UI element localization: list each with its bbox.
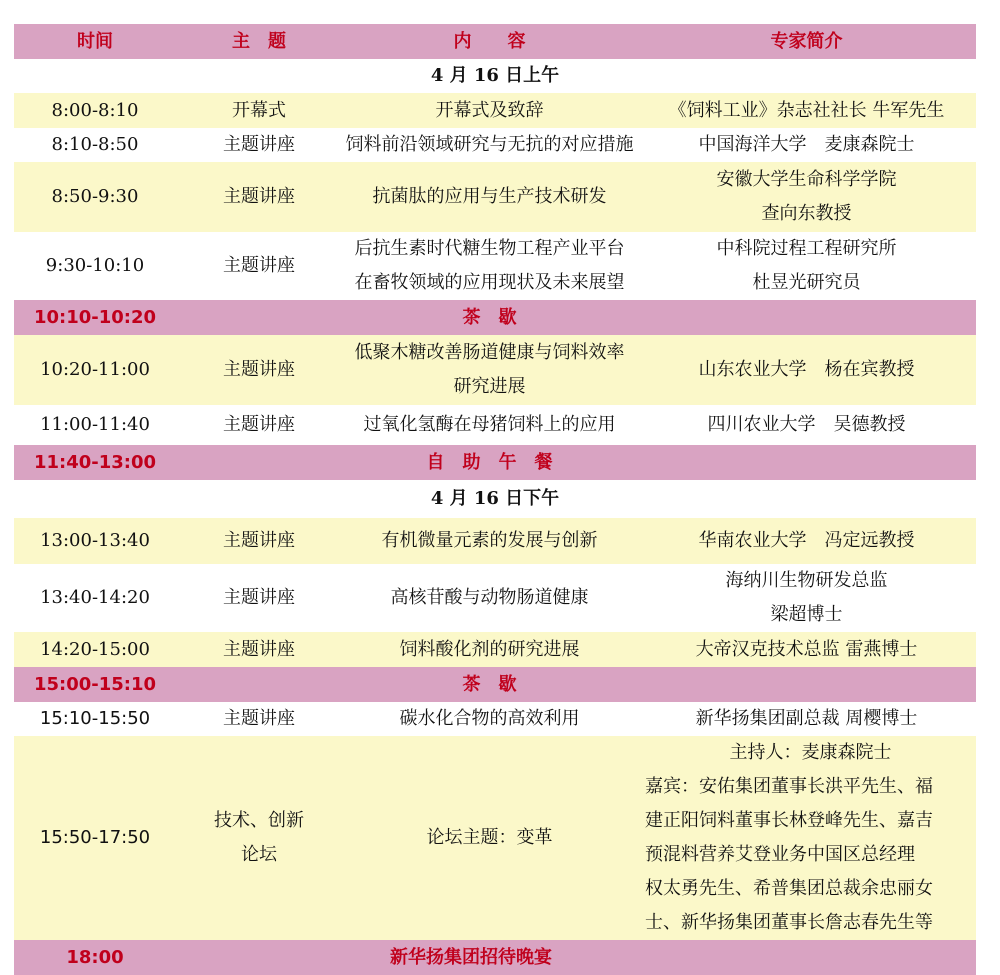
session-topic: 主题讲座	[176, 162, 342, 232]
content-line: 低聚木糖改善肠道健康与饲料效率	[354, 342, 625, 363]
header-content: 内 容	[342, 24, 637, 59]
expert-line: 建正阳饲料董事长林登峰先生、嘉吉	[645, 810, 933, 831]
session-row	[14, 93, 976, 128]
content-line: 在畜牧领域的应用现状及未来展望	[354, 272, 625, 293]
expert-line: 士、新华扬集团董事长詹志春先生等	[645, 912, 933, 933]
session-content	[342, 335, 637, 405]
session-expert: 《饲料工业》杂志社社长 牛军先生	[637, 93, 976, 128]
expert-line: 梁超博士	[770, 604, 843, 625]
expert-line: 中科院过程工程研究所	[716, 238, 897, 259]
session-topic: 主题讲座	[176, 518, 342, 564]
session-time: 8:00-8:10	[14, 93, 176, 128]
break-label: 自 助 午 餐	[342, 445, 637, 480]
date-label-pm: 4 月 16 日下午	[14, 480, 976, 518]
session-topic: 主题讲座	[176, 702, 342, 736]
session-content: 碳水化合物的高效利用	[342, 702, 637, 736]
content-line: 研究进展	[453, 376, 526, 397]
session-row	[14, 405, 976, 445]
session-expert: 华南农业大学 冯定远教授	[637, 518, 976, 564]
session-expert: 四川农业大学 吴德教授	[637, 405, 976, 445]
session-time: 13:00-13:40	[14, 518, 176, 564]
break-time: 11:40-13:00	[14, 445, 176, 480]
expert-line: 主持人：麦康森院士	[729, 742, 892, 763]
break-time: 15:00-15:10	[14, 667, 176, 702]
session-content: 过氧化氢酶在母猪饲料上的应用	[342, 405, 637, 445]
session-expert	[637, 736, 976, 940]
header-row	[14, 24, 976, 59]
session-row	[14, 162, 976, 232]
session-time: 8:10-8:50	[14, 128, 176, 162]
session-row	[14, 564, 976, 632]
session-row	[14, 335, 976, 405]
session-topic: 主题讲座	[176, 128, 342, 162]
header-expert: 专家简介	[637, 24, 976, 59]
break-time: 10:10-10:20	[14, 300, 176, 335]
session-row	[14, 518, 976, 564]
session-time: 15:50-17:50	[14, 736, 176, 940]
date-label-am: 4 月 16 日上午	[14, 59, 976, 93]
session-content	[342, 232, 637, 300]
session-content: 饲料酸化剂的研究进展	[342, 632, 637, 667]
expert-line: 权太勇先生、希普集团总裁余忠丽女	[645, 878, 933, 899]
session-content: 有机微量元素的发展与创新	[342, 518, 637, 564]
expert-line: 海纳川生物研发总监	[725, 570, 888, 591]
session-topic: 主题讲座	[176, 405, 342, 445]
topic-line: 论坛	[241, 844, 277, 865]
session-expert	[637, 564, 976, 632]
session-content: 开幕式及致辞	[342, 93, 637, 128]
schedule-table	[14, 24, 976, 975]
content-line: 后抗生素时代糖生物工程产业平台	[354, 238, 625, 259]
session-row	[14, 128, 976, 162]
header-time: 时间	[14, 24, 176, 59]
session-expert	[637, 162, 976, 232]
break-row	[14, 667, 976, 702]
session-time: 13:40-14:20	[14, 564, 176, 632]
session-topic: 主题讲座	[176, 232, 342, 300]
break-row	[14, 300, 976, 335]
session-expert: 山东农业大学 杨在宾教授	[637, 335, 976, 405]
expert-line: 预混料营养艾登业务中国区总经理	[645, 844, 915, 865]
expert-line: 嘉宾：安佑集团董事长洪平先生、福	[645, 776, 933, 797]
date-row-am	[14, 59, 976, 93]
break-row	[14, 940, 976, 975]
session-time: 9:30-10:10	[14, 232, 176, 300]
session-expert: 新华扬集团副总裁 周樱博士	[637, 702, 976, 736]
session-expert: 大帝汉克技术总监 雷燕博士	[637, 632, 976, 667]
break-label: 新华扬集团招待晚宴	[342, 940, 976, 975]
expert-line: 安徽大学生命科学学院	[716, 169, 897, 190]
session-row	[14, 232, 976, 300]
session-row	[14, 702, 976, 736]
session-time: 8:50-9:30	[14, 162, 176, 232]
session-row	[14, 632, 976, 667]
session-topic: 主题讲座	[176, 564, 342, 632]
break-row	[14, 445, 976, 480]
session-content: 高核苷酸与动物肠道健康	[342, 564, 637, 632]
session-time: 15:10-15:50	[14, 702, 176, 736]
session-time: 11:00-11:40	[14, 405, 176, 445]
break-label: 茶 歇	[342, 300, 637, 335]
break-label: 茶 歇	[342, 667, 637, 702]
date-row-pm	[14, 480, 976, 518]
topic-line: 技术、创新	[214, 810, 304, 831]
session-content: 饲料前沿领域研究与无抗的对应措施	[342, 128, 637, 162]
header-topic: 主 题	[176, 24, 342, 59]
session-row	[14, 736, 976, 940]
session-expert: 中国海洋大学 麦康森院士	[637, 128, 976, 162]
session-content: 抗菌肽的应用与生产技术研发	[342, 162, 637, 232]
session-topic: 主题讲座	[176, 632, 342, 667]
session-topic	[176, 736, 342, 940]
session-topic: 主题讲座	[176, 335, 342, 405]
session-expert	[637, 232, 976, 300]
session-topic: 开幕式	[176, 93, 342, 128]
session-content: 论坛主题：变革	[342, 736, 637, 940]
expert-line: 杜昱光研究员	[752, 272, 861, 293]
session-time: 14:20-15:00	[14, 632, 176, 667]
expert-line: 查向东教授	[761, 203, 852, 224]
session-time: 10:20-11:00	[14, 335, 176, 405]
break-time: 18:00	[14, 940, 176, 975]
